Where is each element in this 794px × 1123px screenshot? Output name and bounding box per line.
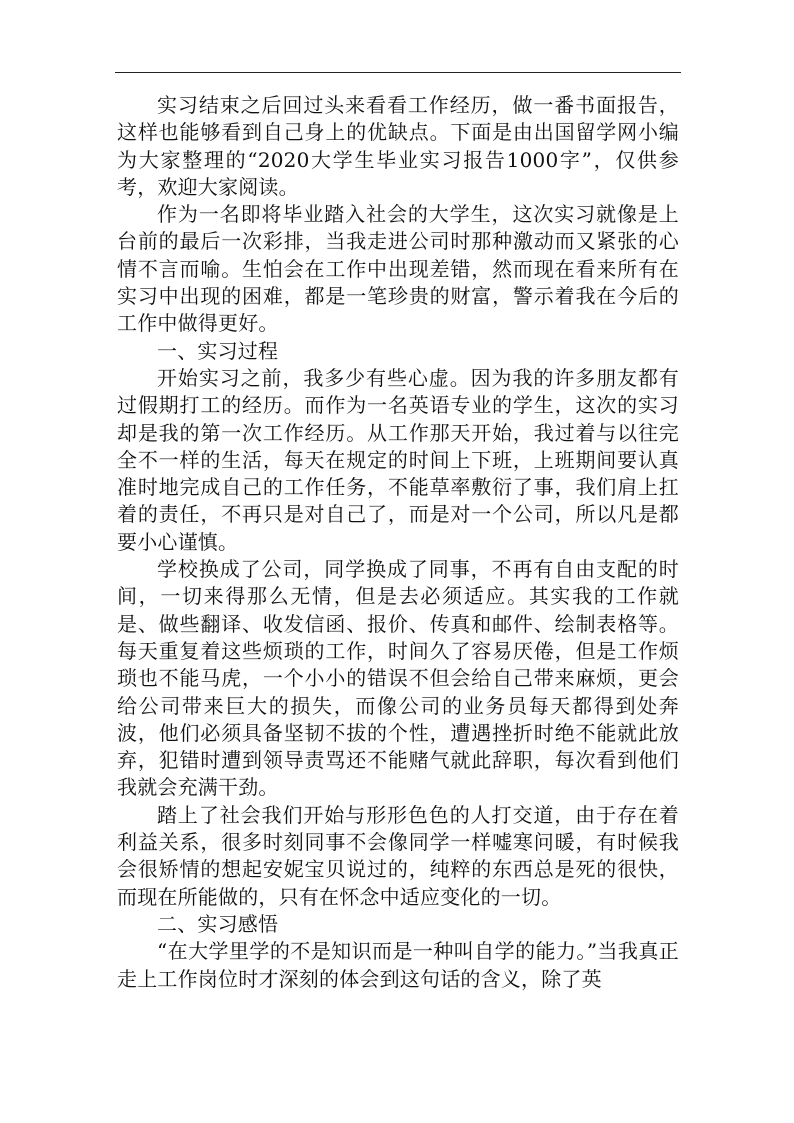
- body-paragraph: 开始实习之前，我多少有些心虚。因为我的许多朋友都有过假期打工的经历。而作为一名英语专业的学生，这次的实习却是我的第一次工作经历。从工作那天开始，我过着与以往完全不一样的生活，每天在规定的时间上下班，上班期间要认真准时地完成自己的工作任务，不能草率敷衍了事，我们肩上扛着的责任，不再只是对自己了，而是对一个公司，所以凡是都要小心谨慎。: [117, 365, 679, 554]
- body-paragraph: 作为一名即将毕业踏入社会的大学生，这次实习就像是上台前的最后一次彩排，当我走进公司时那种激动而又紧张的心情不言而喻。生怕会在工作中出现差错，然而现在看来所有在实习中出现的困难，都是一笔珍贵的财富，警示着我在今后的工作中做得更好。: [117, 202, 679, 336]
- section-heading-insights: 二、实习感悟: [157, 911, 279, 936]
- intro-paragraph: 实习结束之后回过头来看看工作经历，做一番书面报告，这样也能够看到自己身上的优缺点。下面是由出国留学网小编为大家整理的“2020大学生毕业实习报告1000字”，仅供参考，欢迎大家阅读。: [117, 93, 679, 199]
- section-heading-process: 一、实习过程: [157, 338, 279, 363]
- body-paragraph: 学校换成了公司，同学换成了同事，不再有自由支配的时间，一切来得那么无情，但是去必须适应。其实我的工作就是、做些翻译、收发信函、报价、传真和邮件、绘制表格等。每天重复着这些烦琐的工作，时间久了容易厌倦，但是工作烦琐也不能马虎，一个小小的错误不但会给自己带来麻烦，更会给公司带来巨大的损失，而像公司的业务员每天都得到处奔波，他们必须具备坚韧不拔的个性，遭遇挫折时绝不能就此放弃，犯错时遭到领导责骂还不能赌气就此辞职，每次看到他们我就会充满干劲。: [117, 557, 679, 800]
- body-paragraph: 踏上了社会我们开始与形形色色的人打交道，由于存在着利益关系，很多时刻同事不会像同学一样嘘寒问暖，有时候我会很矫情的想起安妮宝贝说过的，纯粹的东西总是死的很快，而现在所能做的，只有在怀念中适应变化的一切。: [117, 802, 679, 909]
- document-body: [117, 92, 679, 993]
- header-rule: [115, 72, 681, 73]
- body-paragraph: “在大学里学的不是知识而是一种叫自学的能力。”当我真正走上工作岗位时才深刻的体会到这句话的含义，除了英: [117, 939, 679, 991]
